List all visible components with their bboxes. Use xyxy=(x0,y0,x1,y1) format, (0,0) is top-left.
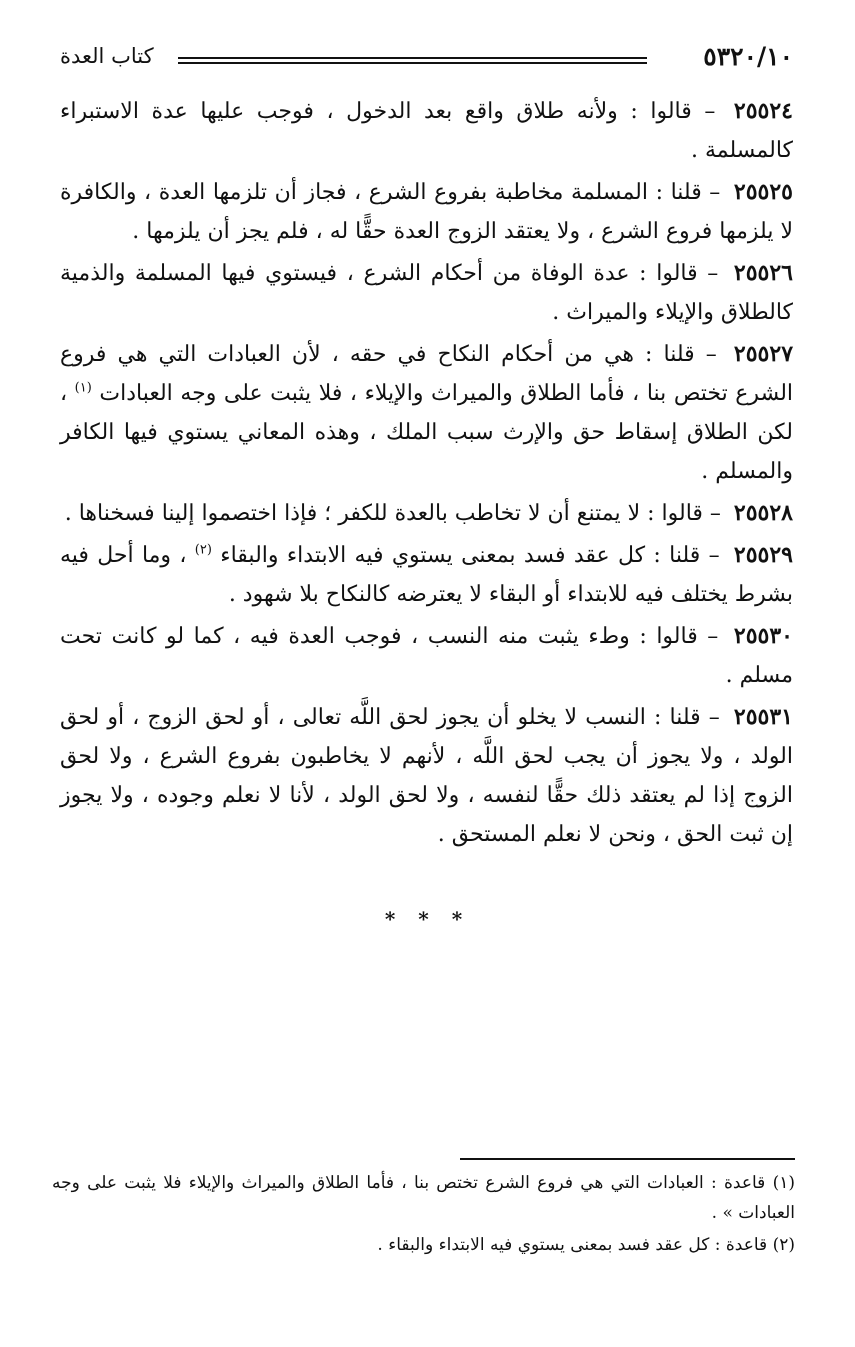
footnote-ref-2[interactable]: (٢) xyxy=(194,542,212,558)
paragraph-number: ٢٥٥٣٠ xyxy=(733,623,793,649)
paragraph-text: – قالوا : وطء يثبت منه النسب ، فوجب العدة فيه ، كما لو كانت تحت مسلم . xyxy=(60,624,793,688)
paragraph-text: – قالوا : عدة الوفاة من أحكام الشرع ، فيستوي فيها المسلمة والذمية كالطلاق والإيلاء والميراث . xyxy=(60,261,793,325)
section-separator: * * * xyxy=(384,907,471,931)
paragraph-text-continued: ، وما أحل فيه بشرط يختلف فيه للابتداء أو البقاء لا يعترضه كالنكاح بلا شهود . xyxy=(60,543,793,607)
paragraph-text: – قلنا : كل عقد فسد بمعنى يستوي فيه الابتداء والبقاء xyxy=(220,543,720,568)
paragraph-25524 xyxy=(60,92,793,170)
paragraph-25525 xyxy=(60,173,793,251)
running-title: كتاب العدة xyxy=(60,44,154,68)
paragraph-text: – قلنا : المسلمة مخاطبة بفروع الشرع ، فجاز أن تلزمها العدة ، والكافرة لا يلزمها فروع الشرع ، ولا يعتقد الزوج العدة حقًّا له ، فلم يجز أن يلزمها . xyxy=(60,180,793,244)
paragraph-text: – قلنا : هي من أحكام النكاح في حقه ، لأن العبادات التي هي فروع الشرع تختص بنا ، فأما الطلاق والميراث والإيلاء ، فلا يثبت على وجه العبادات xyxy=(60,342,794,406)
paragraph-25527 xyxy=(60,335,793,491)
paragraph-number: ٢٥٥٣١ xyxy=(733,704,793,730)
footnote-mark: (٢) xyxy=(772,1235,795,1255)
footnote-1 xyxy=(52,1168,795,1228)
footnote-rule xyxy=(460,1158,795,1160)
footnote-mark: (١) xyxy=(772,1173,795,1193)
paragraph-number: ٢٥٥٢٧ xyxy=(733,341,794,367)
paragraph-number: ٢٥٥٢٦ xyxy=(733,260,793,286)
paragraph-text-continued: ، لكن الطلاق إسقاط حق والإرث سبب الملك ، وهذه المعاني يستوي فيها الكافر والمسلم . xyxy=(60,381,793,484)
footnote-ref-1[interactable]: (١) xyxy=(74,380,92,396)
paragraph-25526 xyxy=(60,254,793,332)
paragraph-25530 xyxy=(60,617,793,695)
footnotes xyxy=(52,1168,795,1262)
paragraph-number: ٢٥٥٢٥ xyxy=(733,179,793,205)
header-double-rule xyxy=(178,57,647,64)
paragraph-number: ٢٥٥٢٨ xyxy=(733,500,793,526)
paragraph-number: ٢٥٥٢٩ xyxy=(733,542,793,568)
paragraph-25529 xyxy=(60,536,793,614)
page-number: ٥٣٢٠/١٠ xyxy=(703,42,793,71)
paragraph-text: – قالوا : لا يمتنع أن لا تخاطب بالعدة للكفر ؛ فإذا اختصموا إلينا فسخناها . xyxy=(64,501,721,526)
paragraph-number: ٢٥٥٢٤ xyxy=(733,98,793,124)
footnote-2 xyxy=(52,1230,795,1260)
paragraph-25531 xyxy=(60,698,793,854)
page-header xyxy=(60,40,793,80)
footnote-text: قاعدة : كل عقد فسد بمعنى يستوي فيه الابتداء والبقاء . xyxy=(377,1235,768,1255)
footnote-text: قاعدة : العبادات التي هي فروع الشرع تختص بنا ، فأما الطلاق والميراث والإيلاء فلا يثبت على وجه العبادات » . xyxy=(52,1173,795,1223)
main-text xyxy=(60,92,793,857)
paragraph-text: – قلنا : النسب لا يخلو أن يجوز لحق اللَّه تعالى ، أو لحق الزوج ، أو لحق الولد ، ولا يجوز أن يجب لحق اللَّه ، لأنهم لا يخاطبون بفروع الشرع ، ولا لحق الزوج إذا لم يعتقد ذلك حقًّا لنفسه ، ولا لحق الولد ، لأنا لا نعلم وجوده ، ولا يجوز إن ثبت الحق ، ونحن لا نعلم المستحق . xyxy=(60,705,793,847)
paragraph-text: – قالوا : ولأنه طلاق واقع بعد الدخول ، فوجب عليها عدة الاستبراء كالمسلمة . xyxy=(60,99,793,163)
paragraph-25528 xyxy=(60,494,793,533)
